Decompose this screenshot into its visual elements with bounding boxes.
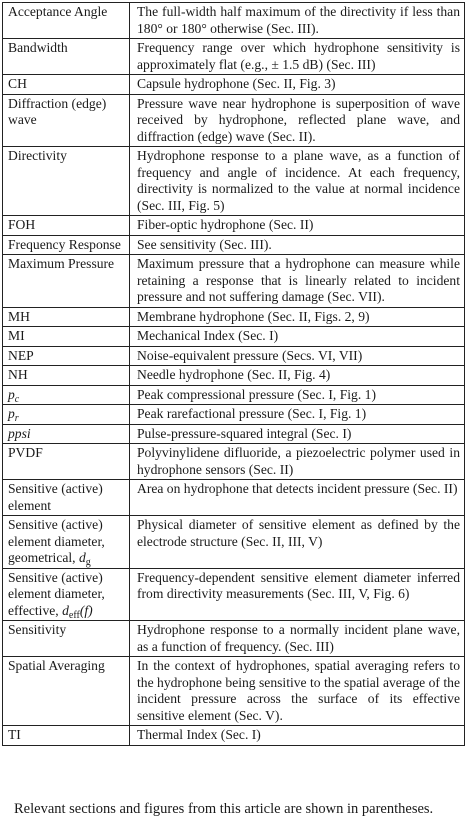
term-cell: MI — [3, 327, 130, 347]
term-cell: Diffraction (edge) wave — [3, 94, 130, 147]
definition-cell: Pulse-pressure-squared integral (Sec. I) — [130, 424, 465, 444]
term-cell: PVDF — [3, 444, 130, 480]
table-row — [3, 39, 465, 75]
table-row — [3, 480, 465, 516]
definition-cell: Noise-equivalent pressure (Secs. VI, VII) — [130, 346, 465, 366]
table-row — [3, 385, 465, 405]
term-subscript: r — [14, 413, 19, 424]
table-row — [3, 366, 465, 386]
table-row — [3, 346, 465, 366]
table-row — [3, 568, 465, 621]
term-cell: TI — [3, 726, 130, 746]
term-subscript: c — [14, 393, 20, 405]
definition-cell: Polyvinylidene difluoride, a piezoelectric polymer used in hydrophone sensors (Sec. II) — [130, 444, 465, 480]
definition-cell: Maximum pressure that a hydrophone can measure while retaining a response that is linearly related to incident pressure and not suffering damage (Sec. VII). — [130, 255, 465, 308]
term-argument: (f) — [79, 602, 93, 618]
term-cell: Bandwidth — [3, 39, 130, 75]
term-subscript: eff — [68, 609, 80, 621]
glossary-table — [2, 2, 465, 746]
definition-cell: Thermal Index (Sec. I) — [130, 726, 465, 746]
definition-cell: Needle hydrophone (Sec. II, Fig. 4) — [130, 366, 465, 386]
table-row — [3, 255, 465, 308]
table-row — [3, 726, 465, 746]
term-cell: Spatial Averaging — [3, 657, 130, 726]
table-row — [3, 216, 465, 236]
definition-cell: In the context of hydrophones, spatial averaging refers to the hydrophone being sensitive to the spatial average of the incident pressure across the surface of its effective sensitive element (Sec. V). — [130, 657, 465, 726]
term-cell: Frequency Response — [3, 235, 130, 255]
definition-cell: The full-width half maximum of the directivity if less than 180° or 180° otherwise (Sec. III). — [130, 3, 465, 39]
term-text: Sensitive (active) element diameter, effective, — [8, 569, 105, 618]
table-row — [3, 657, 465, 726]
table-row — [3, 235, 465, 255]
term-cell: ppsi — [3, 424, 130, 444]
definition-cell: See sensitivity (Sec. III). — [130, 235, 465, 255]
table-row — [3, 307, 465, 327]
definition-cell: Fiber-optic hydrophone (Sec. II) — [130, 216, 465, 236]
table-row — [3, 444, 465, 480]
term-cell — [3, 516, 130, 569]
table-row — [3, 327, 465, 347]
term-cell: Sensitivity — [3, 621, 130, 657]
definition-cell: Membrane hydrophone (Sec. II, Figs. 2, 9) — [130, 307, 465, 327]
definition-cell: Hydrophone response to a plane wave, as a function of frequency and angle of incidence. At each frequency, directivity is normalized to the value at normal incidence (Sec. III, Fig. 5) — [130, 147, 465, 216]
term-subscript: g — [85, 557, 91, 568]
definition-cell: Hydrophone response to a normally incident plane wave, as a function of frequency. (Sec. III) — [130, 621, 465, 657]
term-cell: Directivity — [3, 147, 130, 216]
definition-cell: Peak compressional pressure (Sec. I, Fig. 1) — [130, 385, 465, 405]
definition-cell: Mechanical Index (Sec. I) — [130, 327, 465, 347]
term-cell: NH — [3, 366, 130, 386]
definition-cell: Peak rarefactional pressure (Sec. I, Fig. 1) — [130, 405, 465, 425]
term-symbol: p — [8, 386, 15, 402]
term-cell: Acceptance Angle — [3, 3, 130, 39]
term-text: Sensitive (active) element diameter, geometrical, — [8, 517, 105, 565]
term-cell: NEP — [3, 346, 130, 366]
table-row — [3, 621, 465, 657]
term-cell: Maximum Pressure — [3, 255, 130, 308]
table-row — [3, 75, 465, 95]
term-cell: Sensitive (active) element — [3, 480, 130, 516]
table-row — [3, 3, 465, 39]
term-symbol: d — [62, 602, 69, 618]
term-cell — [3, 405, 130, 425]
definition-cell: Frequency range over which hydrophone sensitivity is approximately flat (e.g., ± 1.5 dB) (Sec. III) — [130, 39, 465, 75]
table-row — [3, 147, 465, 216]
table-row — [3, 424, 465, 444]
definition-cell: Area on hydrophone that detects incident pressure (Sec. II) — [130, 480, 465, 516]
table-row — [3, 516, 465, 569]
definition-cell: Pressure wave near hydrophone is superposition of wave received by hydrophone, reflected plane wave, and diffraction (edge) wave (Sec. II). — [130, 94, 465, 147]
term-cell: MH — [3, 307, 130, 327]
term-cell — [3, 568, 130, 621]
definition-cell: Physical diameter of sensitive element as defined by the electrode structure (Sec. II, III, V) — [130, 516, 465, 569]
term-cell — [3, 385, 130, 405]
term-symbol: p — [8, 406, 15, 421]
table-row — [3, 94, 465, 147]
term-symbol: d — [78, 550, 86, 565]
definition-cell: Capsule hydrophone (Sec. II, Fig. 3) — [130, 75, 465, 95]
term-cell: CH — [3, 75, 130, 95]
term-cell: FOH — [3, 216, 130, 236]
definition-cell: Frequency-dependent sensitive element diameter inferred from directivity measurements (Sec. III, V, Fig. 6) — [130, 568, 465, 621]
table-caption: Relevant sections and figures from this article are shown in parentheses. — [14, 801, 434, 817]
table-row — [3, 405, 465, 425]
